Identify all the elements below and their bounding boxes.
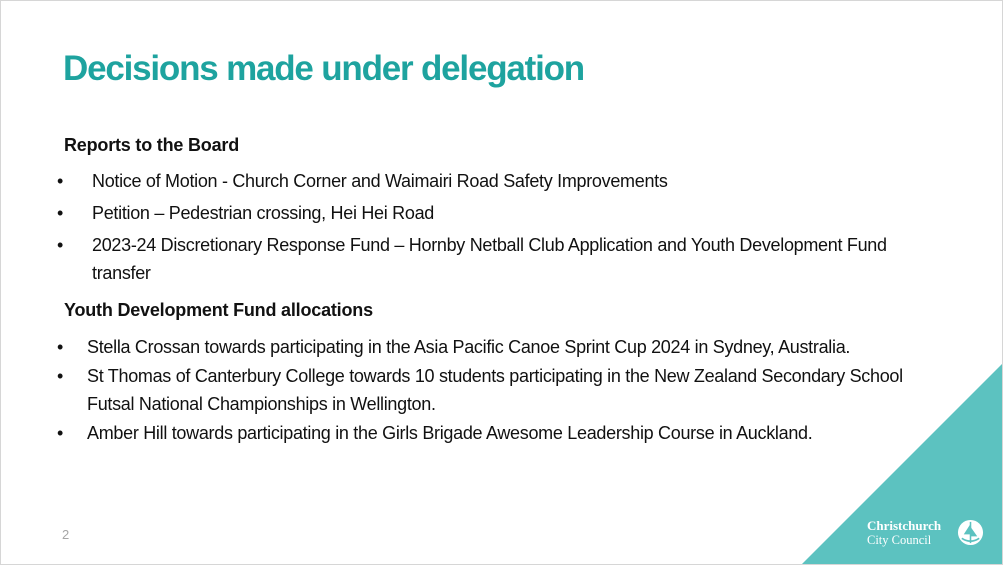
bullet-icon: •: [57, 423, 64, 443]
section-heading-reports: Reports to the Board: [64, 135, 240, 155]
bullet-icon: •: [57, 337, 64, 357]
christchurch-city-council-logo: [867, 518, 987, 550]
logo-line-2: City Council: [867, 533, 932, 547]
list-item-text: Notice of Motion - Church Corner and Waimairi Road Safety Improvements: [92, 171, 668, 191]
page-number: 2: [62, 527, 70, 542]
list-item-text: Stella Crossan towards participating in the Asia Pacific Canoe Sprint Cup 2024 in Sydney, Australia.: [87, 337, 851, 357]
section-heading-youth-fund: Youth Development Fund allocations: [64, 300, 373, 320]
cathedral-emblem-icon: [957, 519, 984, 546]
list-item: [57, 231, 917, 287]
logo-line-1: Christchurch: [867, 518, 942, 533]
list-item-text: Amber Hill towards participating in the Girls Brigade Awesome Leadership Course in Auckland.: [87, 423, 813, 443]
list-item-text: St Thomas of Canterbury College towards 10 students participating in the New Zealand Secondary School Futsal National Championships in Wellington.: [87, 366, 903, 414]
reports-list: [57, 167, 917, 291]
list-item-text: Petition – Pedestrian crossing, Hei Hei Road: [92, 203, 434, 223]
list-item: [57, 419, 917, 447]
list-item: [57, 362, 917, 418]
list-item: [57, 333, 917, 361]
slide-title: Decisions made under delegation: [63, 49, 584, 88]
bullet-icon: •: [57, 235, 64, 255]
list-item: [57, 199, 917, 227]
bullet-icon: •: [57, 171, 64, 191]
list-item-text: 2023-24 Discretionary Response Fund – Hornby Netball Club Application and Youth Development Fund transfer: [92, 235, 887, 283]
bullet-icon: •: [57, 366, 64, 386]
bullet-icon: •: [57, 203, 64, 223]
youth-fund-list: [57, 333, 917, 448]
list-item: [57, 167, 917, 195]
